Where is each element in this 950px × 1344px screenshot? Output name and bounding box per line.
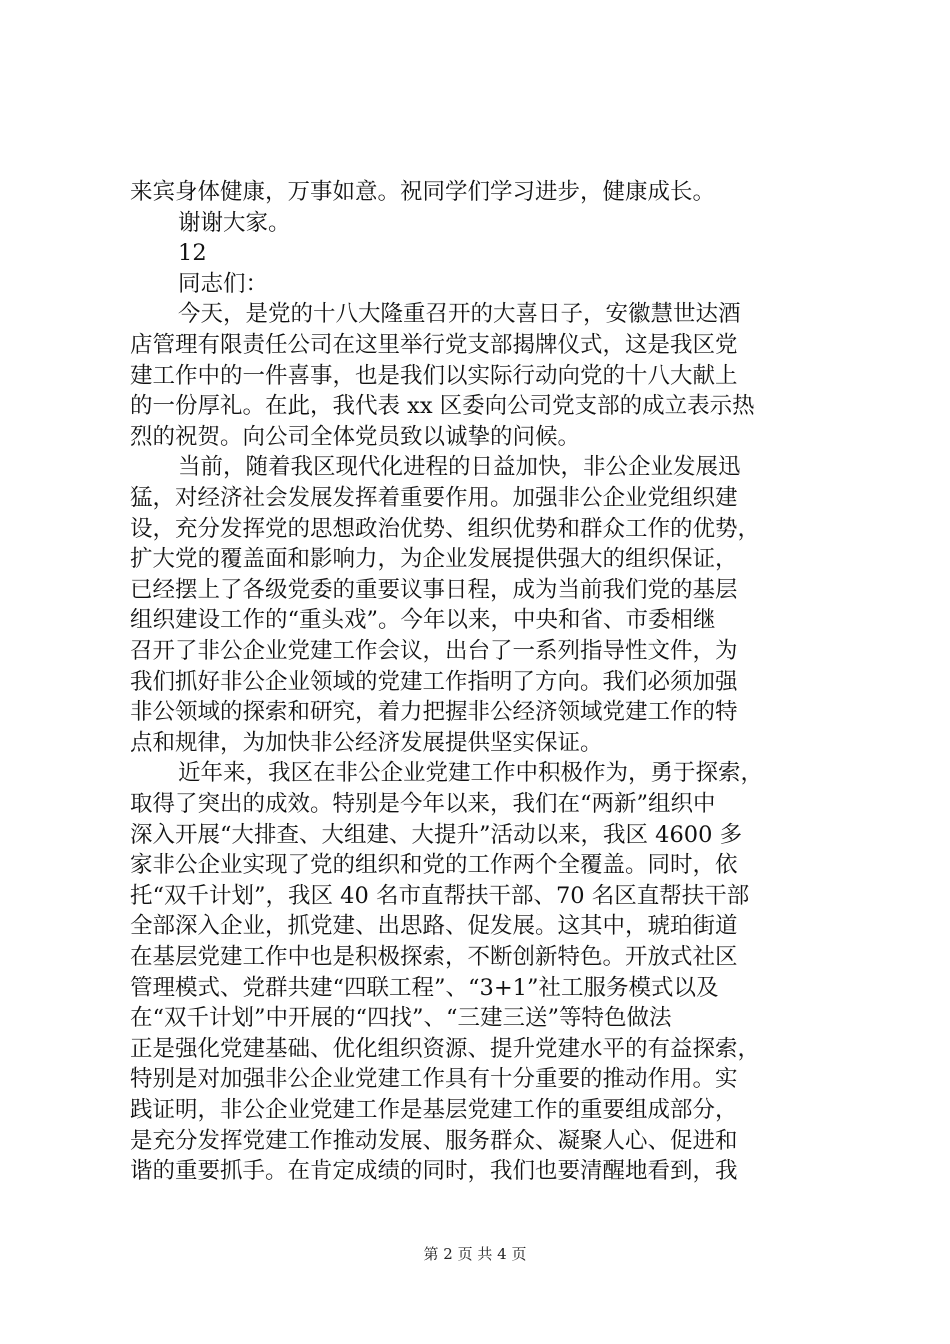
text-line: 来宾身体健康，万事如意。祝同学们学习进步，健康成长。 — [130, 179, 716, 205]
text-line: 在基层党建工作中也是积极探索，不断创新特色。开放式社区 — [130, 944, 738, 970]
text-line: 12 — [178, 240, 207, 267]
text-line: 扩大党的覆盖面和影响力，为企业发展提供强大的组织保证， — [130, 546, 738, 573]
page-number-footer: 第 2 页 共 4 页 — [423, 1245, 527, 1263]
text-line: 谢谢大家。 — [178, 209, 291, 236]
text-line: 召开了非公企业党建工作会议，出台了一系列指导性文件，为 — [130, 638, 738, 664]
text-line: 组织建设工作的“重头戏”。今年以来，中央和省、市委相继 — [130, 607, 716, 634]
text-line: 今天，是党的十八大隆重召开的大喜日子，安徽慧世达酒 — [178, 301, 741, 328]
text-line: 猛，对经济社会发展发挥着重要作用。加强非公企业党组织建 — [130, 485, 738, 511]
text-line: 店管理有限责任公司在这里举行党支部揭牌仪式，这是我区党 — [130, 332, 738, 358]
text-line: 深入开展“大排查、大组建、大提升”活动以来，我区 4600 多 — [130, 821, 743, 848]
text-line: 谐的重要抓手。在肯定成绩的同时，我们也要清醒地看到，我 — [130, 1158, 738, 1185]
text-line: 托“双千计划”，我区 40 名市直帮扶干部、70 名区直帮扶干部 — [130, 882, 750, 909]
text-line: 建工作中的一件喜事，也是我们以实际行动向党的十八大献上 — [130, 362, 738, 389]
text-line: 已经摆上了各级党委的重要议事日程，成为当前我们党的基层 — [130, 576, 738, 603]
text-line: 点和规律，为加快非公经济发展提供坚实保证。 — [130, 729, 603, 756]
text-line: 烈的祝贺。向公司全体党员致以诚挚的问候。 — [130, 423, 581, 450]
text-line: 取得了突出的成效。特别是今年以来，我们在“两新”组织中 — [130, 791, 716, 817]
text-line: 是充分发挥党建工作推动发展、服务群众、凝聚人心、促进和 — [130, 1127, 738, 1154]
text-line: 非公领域的探索和研究，着力把握非公经济领域党建工作的特 — [130, 699, 738, 726]
text-line: 同志们： — [178, 270, 269, 297]
text-line: 践证明，非公企业党建工作是基层党建工作的重要组成部分， — [130, 1097, 738, 1123]
text-line: 近年来，我区在非公企业党建工作中积极作为，勇于探索， — [178, 760, 764, 787]
text-line: 当前，随着我区现代化进程的日益加快，非公企业发展迅 — [178, 454, 741, 481]
text-line: 家非公企业实现了党的组织和党的工作两个全覆盖。同时，依 — [130, 852, 738, 879]
text-line: 的一份厚礼。在此，我代表 xx 区委向公司党支部的成立表示热 — [130, 393, 755, 420]
text-line: 正是强化党建基础、优化组织资源、提升党建水平的有益探索， — [130, 1035, 761, 1062]
text-line: 在“双千计划”中开展的“四找”、“三建三送”等特色做法 — [130, 1005, 672, 1032]
text-line: 我们抓好非公企业领域的党建工作指明了方向。我们必须加强 — [130, 668, 738, 695]
text-line: 特别是对加强非公企业党建工作具有十分重要的推动作用。实 — [130, 1066, 738, 1093]
text-line: 管理模式、党群共建“四联工程”、“3+1”社工服务模式以及 — [130, 974, 719, 1001]
text-line: 设，充分发挥党的思想政治优势、组织优势和群众工作的优势， — [130, 515, 761, 542]
text-line: 全部深入企业，抓党建、出思路、促发展。这其中，琥珀街道 — [130, 913, 738, 940]
